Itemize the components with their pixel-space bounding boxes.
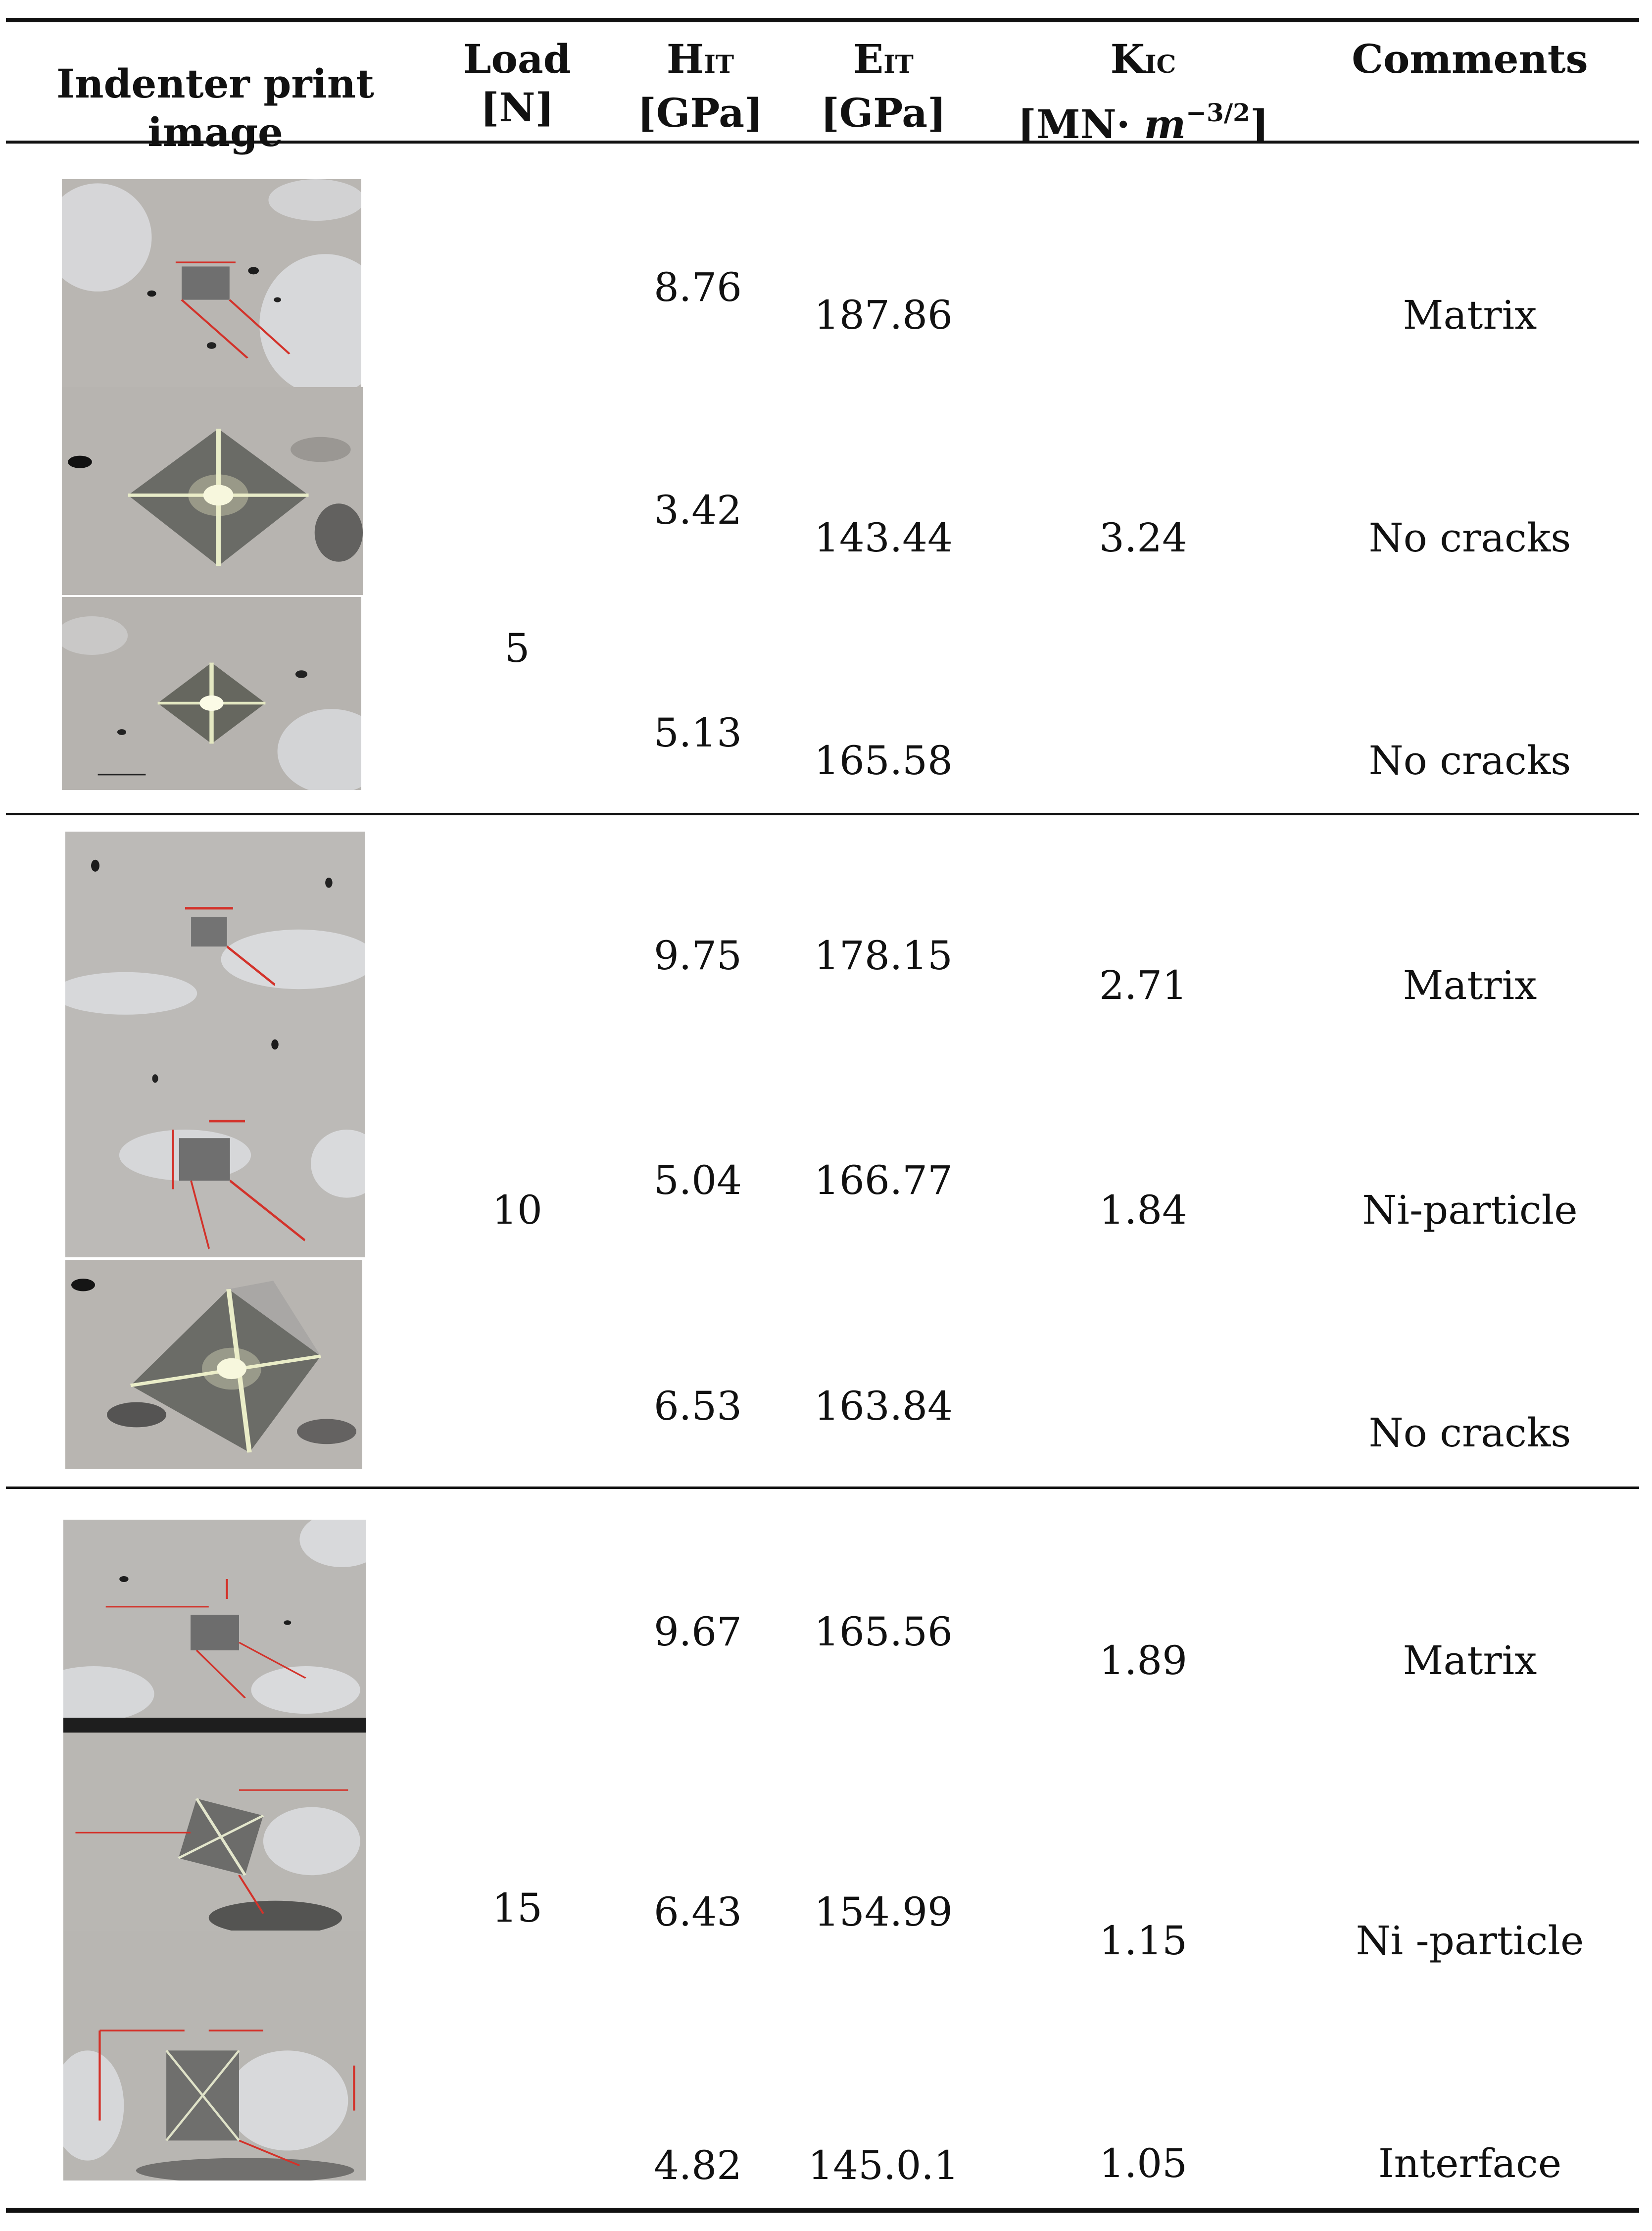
- comment-value: Interface: [1378, 2140, 1562, 2186]
- header-kic-label: K: [1110, 36, 1145, 82]
- kic-value: 1.84: [1099, 1187, 1188, 1233]
- header-load-unit: [N]: [480, 84, 554, 131]
- kic-value: 2.71: [1099, 962, 1188, 1008]
- header-eit-unit: [GPa]: [821, 90, 946, 136]
- comment-value: Matrix: [1403, 292, 1537, 338]
- eit-value: 154.99: [814, 1889, 953, 1935]
- header-load-label: Load: [463, 36, 571, 82]
- eit-value: 166.77: [814, 1157, 953, 1203]
- kic-value: 1.89: [1099, 1637, 1188, 1684]
- eit-value: 163.84: [814, 1383, 953, 1429]
- hit-value: 9.67: [653, 1609, 742, 1655]
- load-value: 5: [504, 625, 530, 671]
- eit-value: 143.44: [814, 515, 953, 561]
- eit-value: 145.0.1: [808, 2142, 959, 2188]
- hit-value: 8.76: [653, 264, 742, 310]
- header-eit-subscript: IT: [883, 50, 914, 79]
- eit-value: 187.86: [814, 292, 953, 338]
- header-eit: [802, 35, 965, 137]
- table-bottom-rule: [6, 2208, 1639, 2213]
- comment-value: Ni-particle: [1362, 1187, 1578, 1233]
- header-hit-subscript: IT: [704, 50, 734, 79]
- indenter-print-image: [65, 1260, 362, 1469]
- hit-value: 3.42: [653, 487, 742, 533]
- eit-value: 165.58: [814, 738, 953, 784]
- header-kic-subscript: IC: [1145, 50, 1176, 79]
- hit-value: 9.75: [653, 933, 742, 979]
- header-hit-label: H: [666, 36, 704, 82]
- kic-value: 1.15: [1099, 1918, 1188, 1964]
- header-eit-label: E: [853, 36, 884, 82]
- load-value: 15: [492, 1885, 542, 1931]
- hit-value: 6.53: [653, 1383, 742, 1429]
- kic-value: 3.24: [1099, 515, 1188, 561]
- indenter-print-image: [65, 832, 365, 1257]
- kic-value: 1.05: [1099, 2140, 1188, 2186]
- comment-value: No cracks: [1368, 1410, 1571, 1456]
- comment-value: Matrix: [1403, 1637, 1537, 1684]
- comment-value: Matrix: [1403, 962, 1537, 1008]
- header-hit: [619, 35, 782, 137]
- hit-value: 4.82: [653, 2142, 742, 2188]
- indenter-print-image: [62, 179, 361, 387]
- hit-value: 5.04: [653, 1157, 742, 1203]
- indenter-print-image: [62, 387, 363, 595]
- header-load: [440, 35, 594, 132]
- indenter-print-image: [63, 1718, 366, 1931]
- comment-value: Ni -particle: [1356, 1918, 1584, 1964]
- header-kic: [1000, 35, 1287, 149]
- header-kic-unit: $[MN\cdot m^{-3/2}]$: [1018, 98, 1269, 148]
- eit-value: 165.56: [814, 1609, 953, 1655]
- header-indenter-image: Indenter print image: [56, 60, 375, 155]
- group-divider-rule: [6, 813, 1639, 815]
- comment-value: No cracks: [1368, 738, 1571, 784]
- load-value: 10: [492, 1187, 542, 1233]
- indenter-print-image: [62, 597, 361, 790]
- table-top-rule: [6, 18, 1639, 22]
- group-divider-rule: [6, 1487, 1639, 1489]
- hit-value: 5.13: [653, 710, 742, 756]
- comment-value: No cracks: [1368, 515, 1571, 561]
- header-comments: Comments: [1352, 36, 1588, 82]
- indenter-print-image: [63, 1520, 366, 1718]
- hit-value: 6.43: [653, 1889, 742, 1935]
- header-hit-unit: [GPa]: [637, 90, 763, 136]
- indenter-print-image: [63, 1931, 366, 2181]
- eit-value: 178.15: [814, 933, 953, 979]
